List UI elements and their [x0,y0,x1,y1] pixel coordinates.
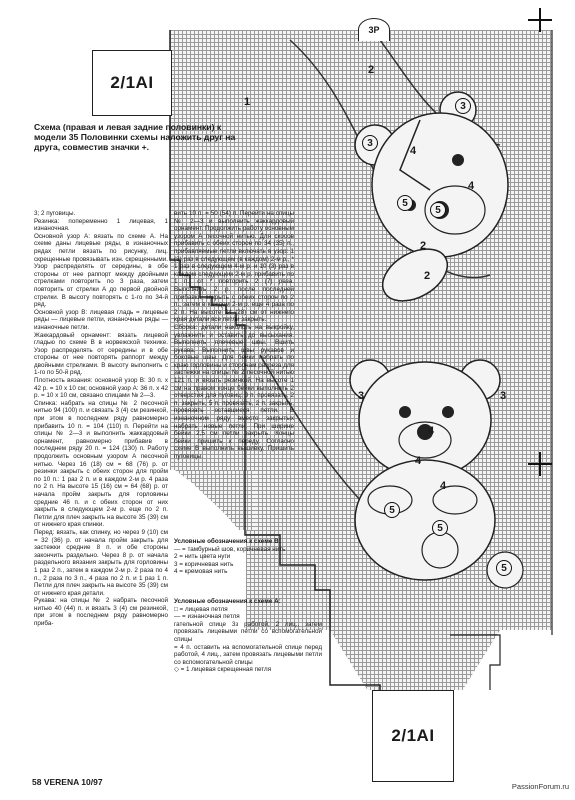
chart-number: 1 [244,96,251,108]
chart-number: 4 [415,455,422,467]
legend-item: = 4 п. оставить на вспомогательной спице перед работой, 4 лиц., затем провязать лицевыми петли со вспомогательной спицы [174,643,322,666]
chart-number: 2 [368,64,375,76]
paragraph: Сборка: детали наколоть на выкройку, увлажнить и оставить до высыхания. Выполнить плечевые швы. Вшить рукава. Выполнить швы рукавов и боковые швы. Для бейки набрать по краю горловины и сторонам разреза для застежки на спицы № 2 песочной нитью 121 п. и вязать резинкой. На высоте 1 см на правом конце бейки выполнить 2 отверстия для пуговиц: 3 п. провязать, 2 п. закрыть, 5 п. провязать, 2 п. закрыть, провязать оставшиеся петли. В изнаночном ряду вместо закрытых набрать новые петли. При ширине бейки 2,5 см петли закрыть. Концы бейки пришить к переду. Согласно схеме В выполнить вышивку. Пришить пуговицы. [174,323,294,460]
paragraph: Спинка: набрать на спицы № 2 песочной нитью 94 (100) п. и связать 3 (4) см резинкой, при этом в последнем ряду равномерно прибавить 10 п. = 104 (110) п. Перейти на спицы № 2—3 и выполнить жаккардовый орнамент, равномерно прибавив в последнем ряду 20 п. = 124 (130) п. Работу продолжить основным узором А песочной нитью. Через 16 (18) см = 68 (76) р. от резинки закрыть с обеих сторон для пройм по 10 п.: 1 раз 2 п. и в каждом 2-м р. 4 раза по 2 п. На высоте 15 (16) см = 64 (68) р. от начала пройм закрыть для горловины средние 46 п. и с обеих сторон от них закрыть в следующем 2-м р. еще по 2 п. Петли для плеч закрыть на высоте 35 (39) см от нижнего края спинки. [34,399,168,529]
watermark: PassionForum.ru [511,782,569,791]
page-footer: 58 VERENA 10/97 [32,777,103,787]
chart-number: 3 [500,390,507,402]
chart-number: 4 [428,425,435,437]
legend-item: — = тамбурный шов, коричневая нить [174,545,286,553]
legend-scheme-a [174,598,322,674]
chart-number: 4 [440,480,447,492]
chart-number: 3 [358,390,365,402]
paragraph: Основной узор А: вязать по схеме А. На схеме даны лицевые ряды, в изнаночных рядах петли вязать по рисунку, лиц. скрещенные провязывать изн. скрещенными. Узор распределять от середины, в обе стороны от нее раппорт между двойными стрелками повторить по 3 раза, затем повторить от стрелки А до первой двойной стрелки. В высоту повторять с 1-го по 34-й ряд. [34,232,168,309]
registration-plus-icon [528,452,552,476]
chart-number: 3 [455,98,471,114]
legend-item: ◇ = 1 лицевая скрещенная петля [174,666,272,674]
chart-number: 2 [424,270,431,282]
chart-number: 5 [397,195,413,211]
chart-number: 4 [468,180,475,192]
instructions-column-2 [174,210,294,461]
legend-scheme-b [174,538,314,576]
chart-caption: Схема (правая и левая задние половинки) к модели 35 Половинки схемы наложить друг на друга, совместив значки +. [34,122,236,152]
chart-number: 5 [430,202,446,218]
paragraph: Рукава: на спицы № 2 набрать песочной нитью 40 (44) п. и вязать 3 (4) см резинкой, при этом в последнем ряду равномерно приба- [34,597,168,628]
legend-item: 3 = коричневая нить [174,560,234,568]
paragraph: 3; 2 пуговицы. [34,210,76,217]
paragraph: Резинка: попеременно 1 лицевая, 1 изнаночная. [34,217,168,233]
legend-item: □ = лицевая петля [174,605,228,613]
paragraph: Плотность вязания: основной узор В: 30 п. х 42 р. = 10 х 10 см; основной узор А: 36 п. х 42 р. = 10 х 10 см, связано спицами № 2—3. [34,377,168,400]
paragraph: Жаккардовый орнамент: вязать лицевой гладью по схеме В в норвежской технике. Узор распределять от середины и в обе стороны от нее повторять раппорт между двойными стрелками. В высоту выполнить с 1-го по 50-й ряд. [34,331,168,377]
chart-number: 5 [496,560,512,576]
paragraph: Основной узор В: лицевая гладь = лицевые ряды — лицевые петли, изнаночные ряды — изнаночные петли. [34,308,168,331]
legend-item: гательной спице 3з работой, 2 лиц., затем провязать лицевыми петли со вспомогательной спицы [174,620,322,643]
legend-item: 2 = нить цвета нуги [174,553,231,561]
instructions-column-1 [34,210,168,628]
chart-marker: 3P [358,18,390,41]
chart-size-label-bottom: 2/1AI [372,690,454,782]
chart-size-label-top: 2/1AI [92,50,172,116]
chart-number: 2 [420,240,427,252]
legend-item: — = изнаночная петля [174,613,240,621]
chart-number: 5 [432,520,448,536]
chart-number: 3 [362,135,378,151]
legend-title: Условные обозначения к схеме А: [174,598,281,605]
paragraph: Перед: вязать, как спинку, но через 9 (10) см = 32 (36) р. от начала пройм закрыть для застежки средние 8 п. и обе стороны закончить раздельно. Через 8 р. от начала раздельного вязания закрыть для горловины 1 раз 2 п., затем в каждом 2-м р. 2 раза по 4 п., 2 раза по 3 п., 4 раза по 2 п. и 1 раз 1 п. Петли для плеч закрыть на высоте 35 (39) см от нижнего края детали. [34,528,168,597]
legend-item: 4 = кремовая нить [174,568,228,576]
legend-title: Условные обозначения к схеме В: [174,538,281,545]
chart-number: 5 [384,502,400,518]
registration-plus-icon [528,8,552,32]
paragraph: вить 10 п. = 50 (54) п. Перейти на спицы № 2—3 и выполнить жаккардовый орнамент. Продолжить работу основным узором А песочной нитью. Для скосов прибавить с обеих сторон по 34 (35) п., прибавляемые петли включать в узор: 1 (3) раз в следующем (в каждом) 2-м р., * 1 раз в следующем 4-м р. и 10 (3) раз в каждом следующем 2-м р. прибавить по 1 п., от * повторить 2 (7) раза. Выполнить 2 р. после последней прибавки, закрыть с обеих сторон по 2 п., затем в каждом 2-м р. еще 4 раза по 2 п. На высоте 24 (28) см от нижнего края детали все петли закрыть. [174,210,294,324]
chart-number: 4 [410,145,417,157]
